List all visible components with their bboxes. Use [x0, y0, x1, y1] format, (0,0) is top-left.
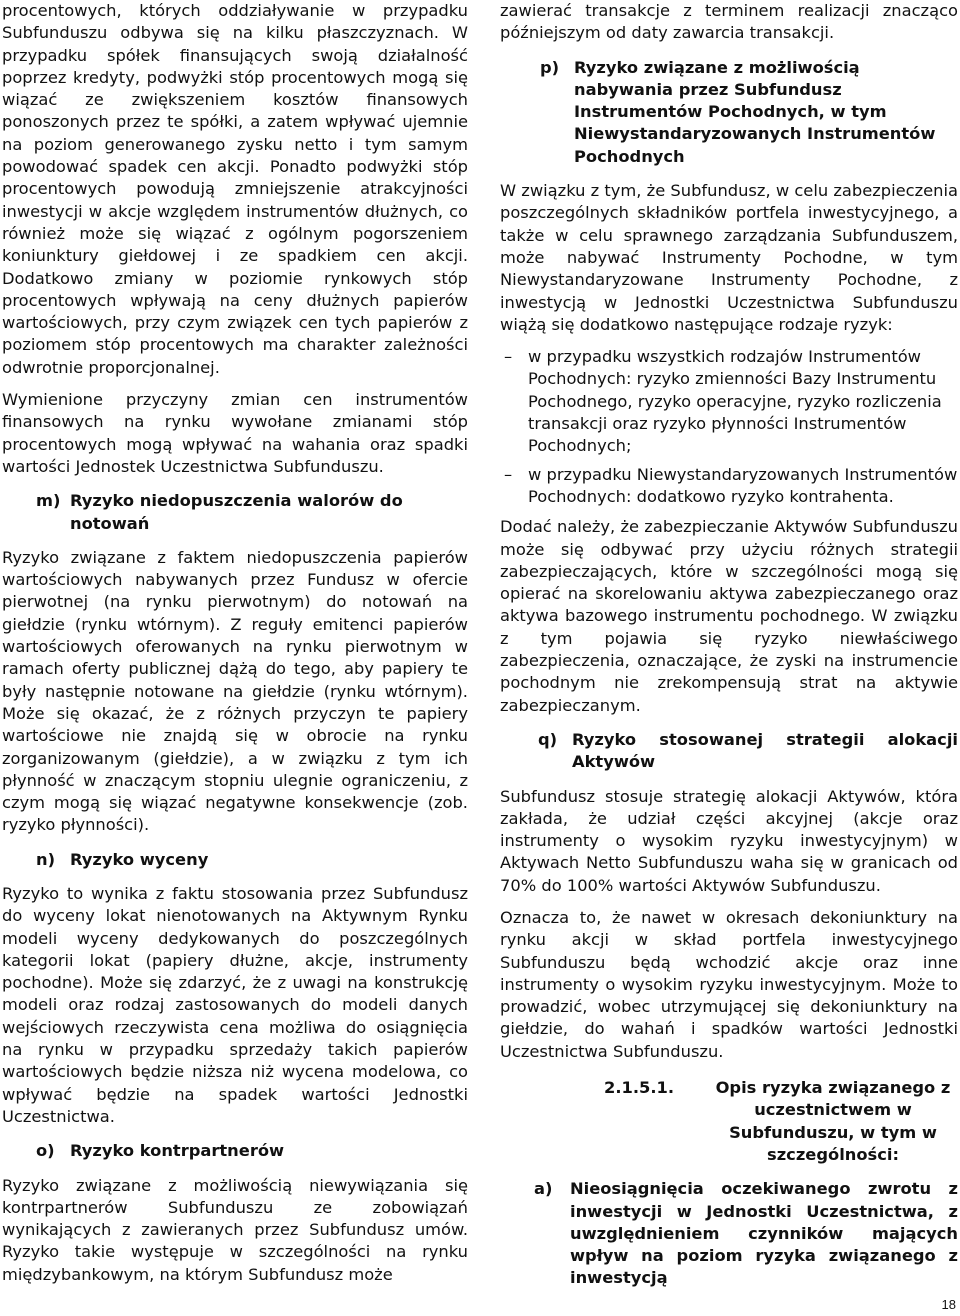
dash-bullet: –: [504, 347, 513, 367]
paragraph: W związku z tym, że Subfundusz, w celu zabezpieczenia poszczególnych składników portfela inwestycyjnego, a także w celu sprawnego zarządzania Subfunduszem, może nabywać Instrumenty Pochodne, w tym Niewystandaryzowane Instrumenty Pochodne, z inwestycją w Jednostki Uczestnictwa Subfunduszu wiążą się dodatkowo następujące rodzaje ryzyk:: [500, 181, 958, 334]
list-item-text: w przypadku wszystkich rodzajów Instrumentów Pochodnych: ryzyko zmienności Bazy Instrumentu Pochodnego, ryzyko operacyjne, ryzyko rozliczenia transakcji oraz ryzyko płynności Instrumentów Pochodnych;: [528, 347, 942, 456]
item-title: Nieosiągnięcia oczekiwanego zwrotu z inwestycji w Jednostki Uczestnictwa, z uwzględnieniem czynników mających wpływ na poziom ryzyka związanego z inwestycją: [570, 1179, 958, 1288]
paragraph: Dodać należy, że zabezpieczanie Aktywów Subfunduszu może się odbywać przy użyciu różnych strategii zabezpieczających, które w szczególności mogą się opierać na skorelowaniu aktywa zabezpieczanego oraz aktywa bazowego instrumentu pochodnego. W związku z tym pojawia się ryzyko niewłaściwego zabezpieczenia, oznaczające, że zyski na instrumencie pochodnym nie zrekompensują strat na aktywie zabezpieczanym.: [500, 517, 958, 715]
paragraph: Ryzyko związane z możliwością niewywiązania się kontrpartnerów Subfunduszu ze zobowiązań wynikających z zawieranych przez Subfundusz umów. Ryzyko takie występuje w szczególności na rynku międzybankowym, na którym Subfundusz może: [2, 1175, 468, 1284]
heading-label: q): [538, 729, 558, 749]
heading-title: Ryzyko kontrpartnerów: [70, 1141, 285, 1161]
section-heading-n: [2, 849, 468, 871]
list-item: [504, 464, 958, 509]
paragraph: zawierać transakcje z terminem realizacji znacząco późniejszym od daty zawarcia transakcji.: [500, 1, 958, 43]
risk-item-a: [500, 1178, 958, 1289]
heading-label: o): [36, 1141, 55, 1161]
paragraph: Oznacza to, że nawet w okresach dekoniunktury na rynku akcji w skład portfela inwestycyjnego Subfunduszu będą wchodzić akcje oraz inne instrumenty o wysokim ryzyku inwestycyjnym. Może to prowadzić, wobec utrzymującej się dekoniunktury na giełdzie, do wahań i spadków wartości Jednostki Uczestnictwa Subfunduszu.: [500, 907, 958, 1061]
paragraph: Subfundusz stosuje strategię alokacji Aktywów, która zakłada, że udział części akcyjnej (akcje oraz instrumenty o wysokim ryzyku inwestycyjnym) w Aktywach Netto Subfunduszu waha się w granicach od 70% do 100% wartości Aktywów Subfunduszu.: [500, 786, 958, 895]
risk-list: [500, 346, 958, 508]
paragraph: Wymienione przyczyny zmian cen instrumentów finansowych na rynku wywołane zmianami stóp procentowych mogą wpływać na wahania oraz spadki wartości Jednostek Uczestnictwa Subfunduszu.: [2, 390, 468, 476]
dash-bullet: –: [504, 464, 513, 484]
heading-label: m): [36, 491, 61, 511]
page-number: 18: [941, 1297, 956, 1312]
section-heading-p: [500, 57, 958, 168]
subsection-title: Opis ryzyka związanego z uczestnictwem w Subfunduszu, w tym w szczególności:: [715, 1078, 951, 1164]
heading-title: Ryzyko wyceny: [70, 849, 209, 869]
paragraph: procentowych, których oddziaływanie w przypadku Subfunduszu odbywa się na kilku płaszczyznach. W przypadku spółek finansujących swoją działalność poprzez kredyty, podwyżki stóp procentowych mogą się wiązać ze zwiększeniem kosztów finansowych ponoszonych przez te spółki, a zatem wpływać ujemnie na poziom generowanego zysku netto i tym samym powodować spadek cen akcji. Ponadto podwyżki stóp procentowych powodują zmniejszenie atrakcyjności inwestycji w akcje względem instrumentów dłużnych, co również może się wiązać z ogólnym pogorszeniem koniunktury giełdowej i ze spadkiem cen akcji. Dodatkowo zmiany w poziomie rynkowych stóp procentowych wpływają na ceny dłużnych papierów wartościowych, przy czym związek cen tych papierów z poziomem stóp procentowych ma charakter zależności odwrotnie proporcjonalnej.: [2, 1, 468, 377]
item-label: a): [534, 1179, 553, 1199]
heading-label: n): [36, 849, 56, 869]
paragraph: Ryzyko związane z faktem niedopuszczenia papierów wartościowych nabywanych przez Fundusz w ofercie pierwotnej (na rynku pierwotnym) do notowań na giełdzie (rynku wtórnym). Z reguły emitenci papierów wartościowych oferowanych na rynku pierwotnym w ramach oferty publicznej dążą do tego, aby papiery te były następnie notowane na giełdzie (rynku wtórnym). Może się okazać, że z różnych przyczyn te papiery wartościowe nie znajdą się w obrocie na rynku zorganizowanym (giełdzie), a w związku z tym ich płynność w znaczącym stopniu ulegnie ograniczeniu, z czym mogą się wiązać negatywne konsekwencje (zob. ryzyko płynności).: [2, 547, 468, 835]
heading-title: Ryzyko niedopuszczenia walorów do notowań: [70, 491, 403, 533]
heading-title: Ryzyko związane z możliwością nabywania przez Subfundusz Instrumentów Pochodnych, w tym Niewystandaryzowanych Instrumentów Pochodnych: [574, 57, 936, 166]
section-heading-q: [500, 729, 958, 774]
heading-label: p): [540, 57, 560, 77]
subsection-number: 2.1.5.1.: [604, 1078, 675, 1098]
list-item-text: w przypadku Niewystandaryzowanych Instrumentów Pochodnych: dodatkowo ryzyko kontrahenta.: [528, 464, 958, 506]
heading-title: Ryzyko stosowanej strategii alokacji Aktywów: [572, 729, 958, 772]
subsection-heading: [500, 1077, 958, 1166]
right-column: [500, 0, 958, 1290]
section-heading-o: [2, 1140, 468, 1162]
paragraph: Ryzyko to wynika z faktu stosowania przez Subfundusz do wyceny lokat nienotowanych na Aktywnym Rynku modeli wyceny dedykowanych do poszczególnych kategorii lokat (papiery dłużne, akcje, instrumenty pochodne). Może się zdarzyć, że z uwagi na konstrukcję modeli oraz rodzaj zastosowanych do modeli danych wejściowych rzeczywista cena możliwa do osiągnięcia na rynku w przypadku sprzedaży takich papierów wartościowych będzie niższa niż wycena modelowa, co wpływać będzie na spadek wartości Jednostki Uczestnictwa.: [2, 883, 468, 1126]
left-column: [2, 0, 468, 1286]
list-item: [504, 346, 958, 457]
section-heading-m: [2, 490, 468, 535]
